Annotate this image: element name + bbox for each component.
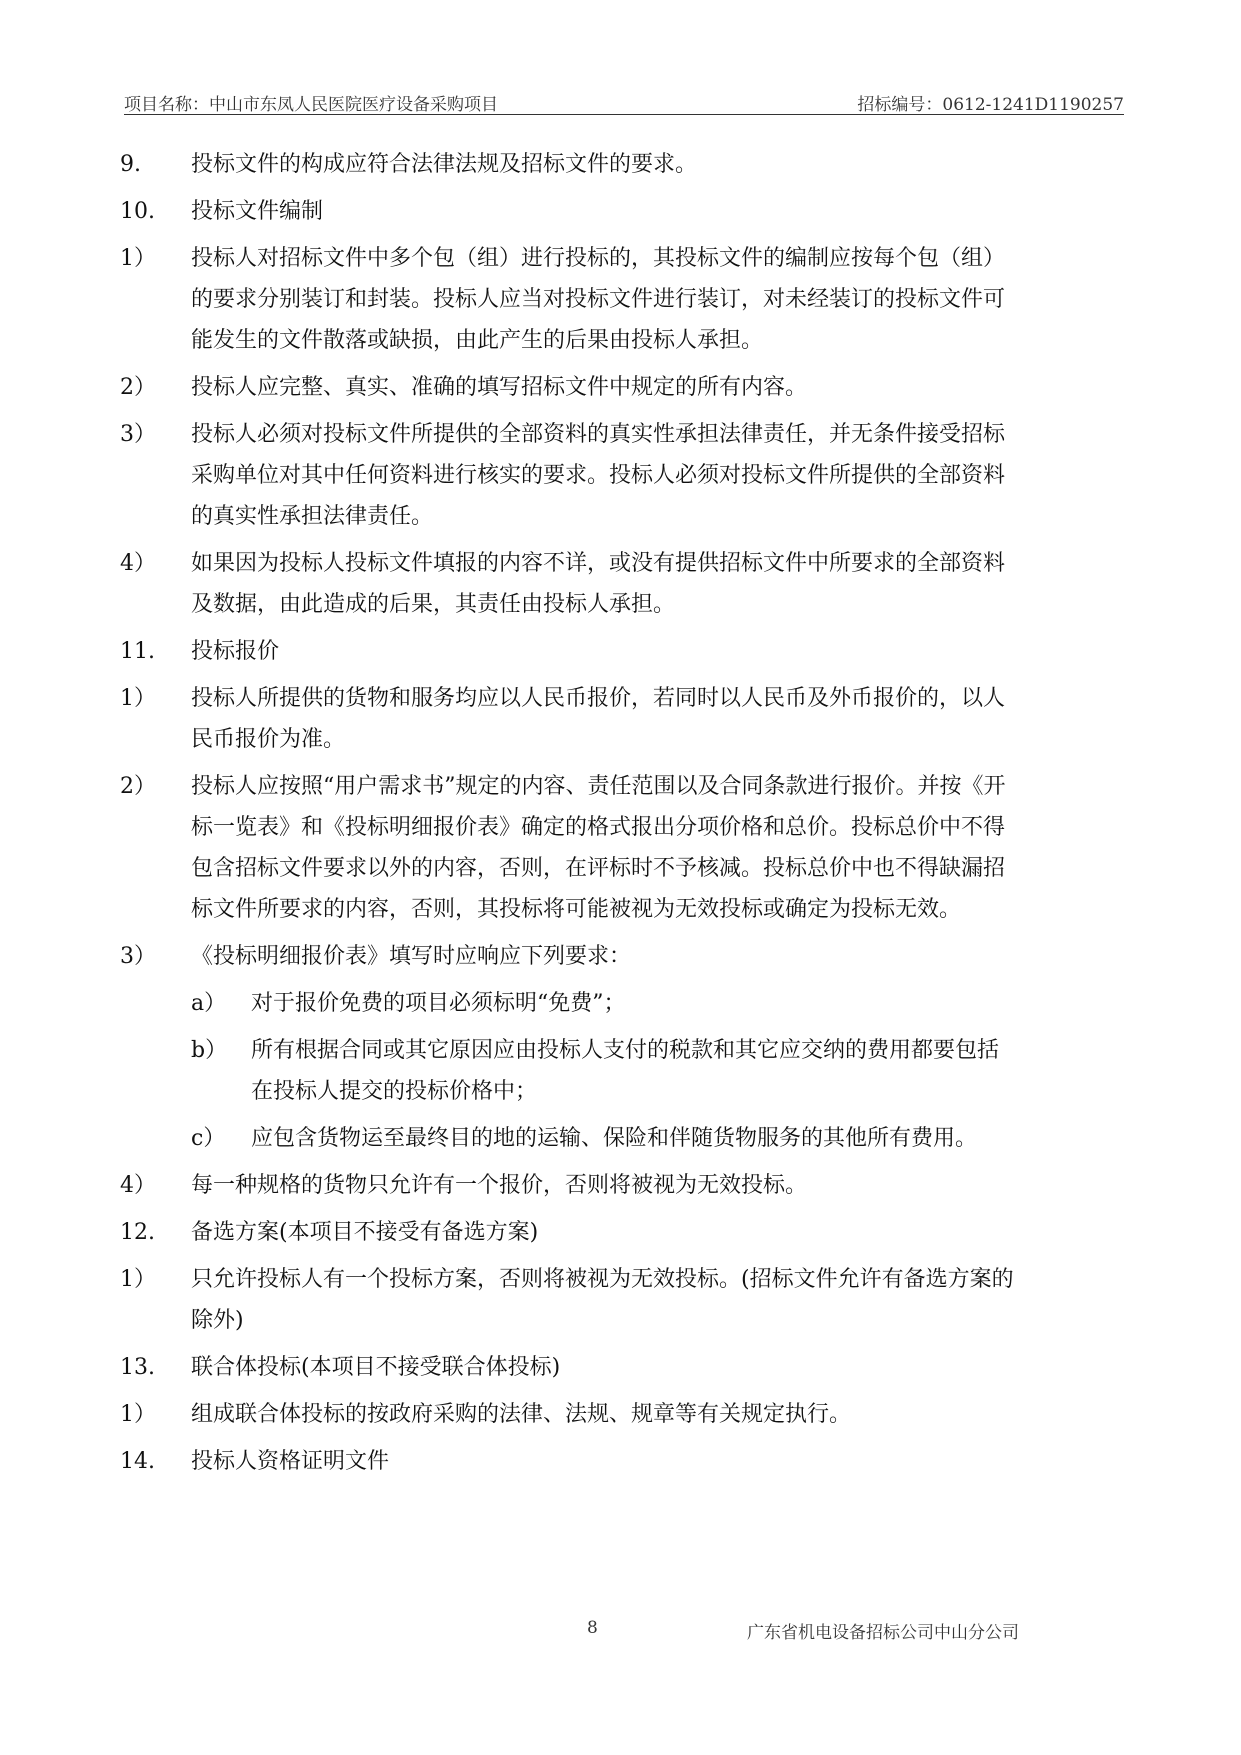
sub-item-text: 对于报价免费的项目必须标明“免费”；	[251, 991, 626, 1016]
item-text: 《投标明细报价表》填写时应响应下列要求：	[191, 944, 632, 969]
text-line	[120, 279, 1130, 320]
item-number: 12.	[120, 1220, 155, 1245]
item-text: 标一览表》和《投标明细报价表》确定的格式报出分项价格和总价。投标总价中不得	[191, 815, 1006, 840]
text-line	[120, 766, 1130, 807]
text-line	[120, 414, 1130, 455]
text-line	[120, 1165, 1130, 1206]
item-text: 备选方案(本项目不接受有备选方案)	[191, 1220, 539, 1245]
item-number: 1）	[120, 246, 156, 271]
item-number: 4）	[120, 1173, 156, 1198]
item-number: 13.	[120, 1355, 155, 1380]
item-number: 1）	[120, 1402, 156, 1427]
text-line	[120, 807, 1130, 848]
item-number: 11.	[120, 639, 155, 664]
item-text: 包含招标文件要求以外的内容，否则，在评标时不予核减。投标总价中也不得缺漏招	[191, 856, 1006, 881]
company-name: 广东省机电设备招标公司中山分公司	[747, 1623, 1019, 1643]
item-text: 的真实性承担法律责任。	[191, 504, 434, 529]
tender-number: 招标编号：0612-1241D1190257	[857, 95, 1124, 115]
sub-item-text: 在投标人提交的投标价格中；	[251, 1079, 538, 1104]
text-line	[120, 1300, 1130, 1341]
item-text: 投标文件编制	[191, 199, 324, 224]
item-text: 及数据，由此造成的后果，其责任由投标人承担。	[191, 592, 676, 617]
item-number: 14.	[120, 1449, 155, 1474]
item-text: 组成联合体投标的按政府采购的法律、法规、规章等有关规定执行。	[191, 1402, 852, 1427]
page-footer	[0, 1618, 1241, 1648]
item-number: 3）	[120, 422, 156, 447]
item-number: 1）	[120, 1267, 156, 1292]
item-text: 投标人对招标文件中多个包（组）进行投标的，其投标文件的编制应按每个包（组）	[191, 246, 1006, 271]
item-number: 10.	[120, 199, 155, 224]
sub-item-marker: b）	[191, 1038, 228, 1063]
item-text: 能发生的文件散落或缺损，由此产生的后果由投标人承担。	[191, 328, 764, 353]
item-text: 投标人所提供的货物和服务均应以人民币报价，若同时以人民币及外币报价的，以人	[191, 686, 1006, 711]
item-text: 每一种规格的货物只允许有一个报价，否则将被视为无效投标。	[191, 1173, 808, 1198]
page-header	[124, 84, 1124, 115]
item-text: 投标人资格证明文件	[191, 1449, 390, 1474]
item-text: 如果因为投标人投标文件填报的内容不详，或没有提供招标文件中所要求的全部资料	[191, 551, 1006, 576]
item-number: 9.	[120, 152, 141, 177]
text-line	[120, 848, 1130, 889]
text-line	[120, 367, 1130, 408]
item-text: 联合体投标(本项目不接受联合体投标)	[191, 1355, 561, 1380]
sub-item-text: 应包含货物运至最终目的地的运输、保险和伴随货物服务的其他所有费用。	[251, 1126, 978, 1151]
text-line	[120, 1259, 1130, 1300]
text-line	[120, 1441, 1130, 1482]
item-text: 的要求分别装订和封装。投标人应当对投标文件进行装订，对未经装订的投标文件可	[191, 287, 1006, 312]
text-line	[120, 889, 1130, 930]
item-text: 标文件所要求的内容，否则，其投标将可能被视为无效投标或确定为投标无效。	[191, 897, 962, 922]
text-line	[120, 1394, 1130, 1435]
text-line	[120, 455, 1130, 496]
text-line	[120, 631, 1130, 672]
item-number: 3）	[120, 944, 156, 969]
item-number: 1）	[120, 686, 156, 711]
text-line	[120, 1030, 1130, 1071]
document-body	[120, 144, 1130, 1482]
item-text: 投标人应完整、真实、准确的填写招标文件中规定的所有内容。	[191, 375, 808, 400]
text-line	[120, 983, 1130, 1024]
text-line	[120, 584, 1130, 625]
item-text: 投标人必须对投标文件所提供的全部资料的真实性承担法律责任，并无条件接受招标	[191, 422, 1006, 447]
item-number: 2）	[120, 774, 156, 799]
item-text: 民币报价为准。	[191, 727, 346, 752]
text-line	[120, 238, 1130, 279]
text-line	[120, 543, 1130, 584]
item-text: 投标报价	[191, 639, 280, 664]
item-number: 2）	[120, 375, 156, 400]
text-line	[120, 678, 1130, 719]
text-line	[120, 1071, 1130, 1112]
page-number: 8	[587, 1618, 598, 1638]
text-line	[120, 1118, 1130, 1159]
item-text: 除外)	[191, 1308, 244, 1333]
sub-item-marker: c）	[191, 1126, 226, 1151]
text-line	[120, 936, 1130, 977]
text-line	[120, 719, 1130, 760]
item-text: 采购单位对其中任何资料进行核实的要求。投标人必须对投标文件所提供的全部资料	[191, 463, 1006, 488]
text-line	[120, 496, 1130, 537]
text-line	[120, 1347, 1130, 1388]
project-name: 项目名称：中山市东凤人民医院医疗设备采购项目	[124, 95, 498, 115]
item-text: 投标文件的构成应符合法律法规及招标文件的要求。	[191, 152, 698, 177]
text-line	[120, 320, 1130, 361]
text-line	[120, 191, 1130, 232]
sub-item-text: 所有根据合同或其它原因应由投标人支付的税款和其它应交纳的费用都要包括	[251, 1038, 1000, 1063]
text-line	[120, 144, 1130, 185]
item-number: 4）	[120, 551, 156, 576]
item-text: 只允许投标人有一个投标方案，否则将被视为无效投标。(招标文件允许有备选方案的	[191, 1267, 1014, 1292]
item-text: 投标人应按照“用户需求书”规定的内容、责任范围以及合同条款进行报价。并按《开	[191, 774, 1006, 799]
text-line	[120, 1212, 1130, 1253]
sub-item-marker: a）	[191, 991, 227, 1016]
